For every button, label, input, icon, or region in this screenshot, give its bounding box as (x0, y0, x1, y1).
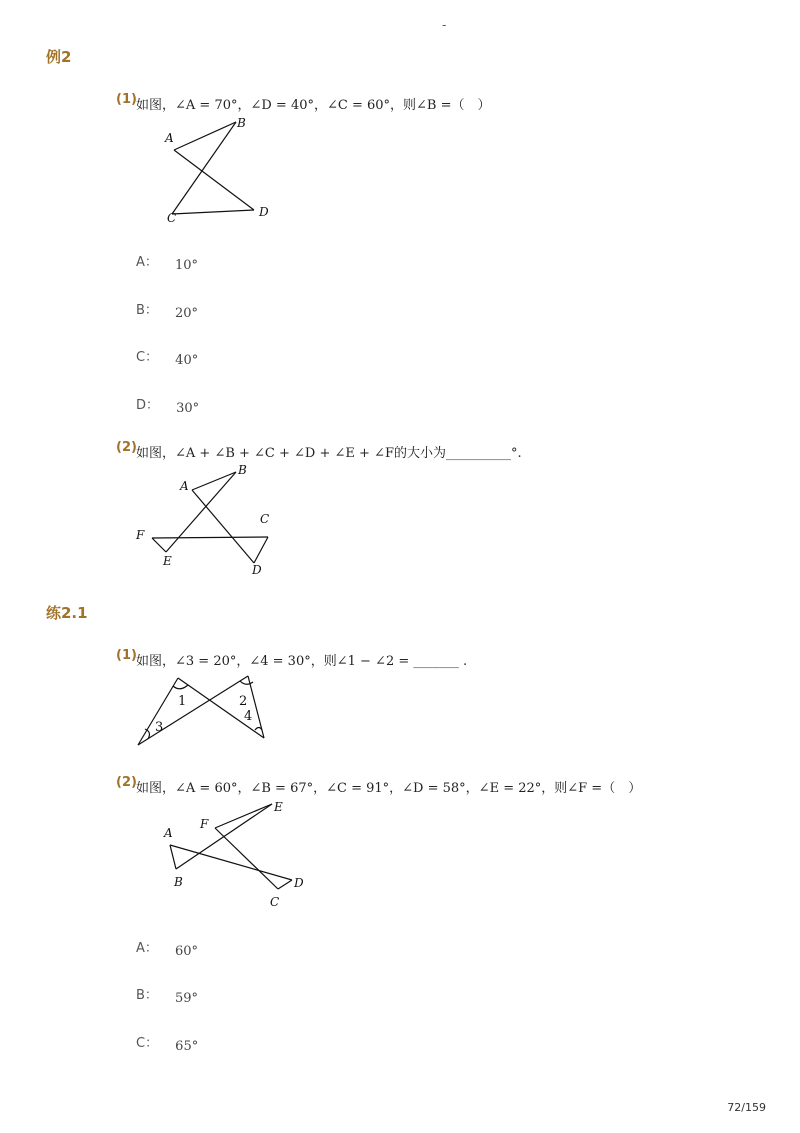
figure-label-d: D (252, 563, 262, 577)
figure-label-b: B (174, 875, 183, 889)
option-value: 30° (176, 401, 200, 416)
figure-label-c: C (260, 512, 270, 526)
option-value: 59° (175, 991, 199, 1006)
top-mark: - (442, 18, 447, 32)
option-label: A： (136, 941, 158, 956)
figure-label-d: D (294, 876, 304, 890)
question-text: 如图，∠A = 70°，∠D = 40°，∠C = 60°，则∠B =（ ） (136, 98, 491, 113)
section-title-practice-2-1: 练2.1 (46, 604, 88, 622)
option-value: 20° (175, 306, 199, 321)
option-row[interactable] (136, 1032, 199, 1054)
option-row[interactable] (136, 937, 199, 959)
figure-label-e: E (274, 800, 283, 814)
figure-label-f: F (136, 528, 145, 542)
figure-label-f: F (200, 817, 209, 831)
question-number: (1) (116, 648, 137, 663)
option-label: B： (136, 303, 158, 318)
option-value: 10° (175, 258, 199, 273)
option-row[interactable] (136, 984, 199, 1006)
figure-label-a: A (180, 479, 189, 493)
option-row[interactable] (136, 346, 199, 368)
figure-label-b: B (237, 116, 246, 130)
question-text: 如图，∠A + ∠B + ∠C + ∠D + ∠E + ∠F的大小为__________°. (136, 446, 522, 461)
figure-label-a: A (165, 131, 174, 145)
option-value: 40° (175, 353, 199, 368)
figure-label-2: 2 (239, 694, 248, 709)
figure-practice-2-1-2 (158, 796, 318, 911)
figure-label-e: E (163, 554, 172, 568)
option-label: B： (136, 988, 158, 1003)
option-label: D： (136, 398, 160, 413)
figure-label-b: B (238, 463, 247, 477)
option-value: 60° (175, 944, 199, 959)
figure-label-c: C (270, 895, 280, 909)
option-label: C： (136, 1036, 159, 1051)
section-title-example-2: 例2 (46, 48, 72, 66)
question-number: (1) (116, 92, 137, 107)
figure-practice-2-1-1 (130, 668, 275, 753)
page-number: 72/159 (727, 1101, 766, 1114)
option-row[interactable] (136, 251, 199, 273)
option-row[interactable] (136, 394, 200, 416)
figure-label-1: 1 (178, 694, 187, 709)
question-number: (2) (116, 775, 137, 790)
figure-label-c: C (167, 211, 177, 225)
question-text: 如图，∠3 = 20°，∠4 = 30°，则∠1 − ∠2 = _______ . (136, 654, 468, 669)
figure-label-3: 3 (155, 720, 164, 735)
option-label: C： (136, 350, 159, 365)
option-label: A： (136, 255, 158, 270)
option-value: 65° (175, 1039, 199, 1054)
figure-example-2-1 (160, 112, 280, 227)
option-row[interactable] (136, 299, 199, 321)
figure-label-d: D (259, 205, 269, 219)
figure-example-2-2 (130, 460, 280, 580)
figure-label-a: A (164, 826, 173, 840)
question-text: 如图，∠A = 60°，∠B = 67°，∠C = 91°，∠D = 58°，∠E = 22°，则∠F =（ ） (136, 781, 642, 796)
figure-label-4: 4 (244, 709, 253, 724)
question-number: (2) (116, 440, 137, 455)
